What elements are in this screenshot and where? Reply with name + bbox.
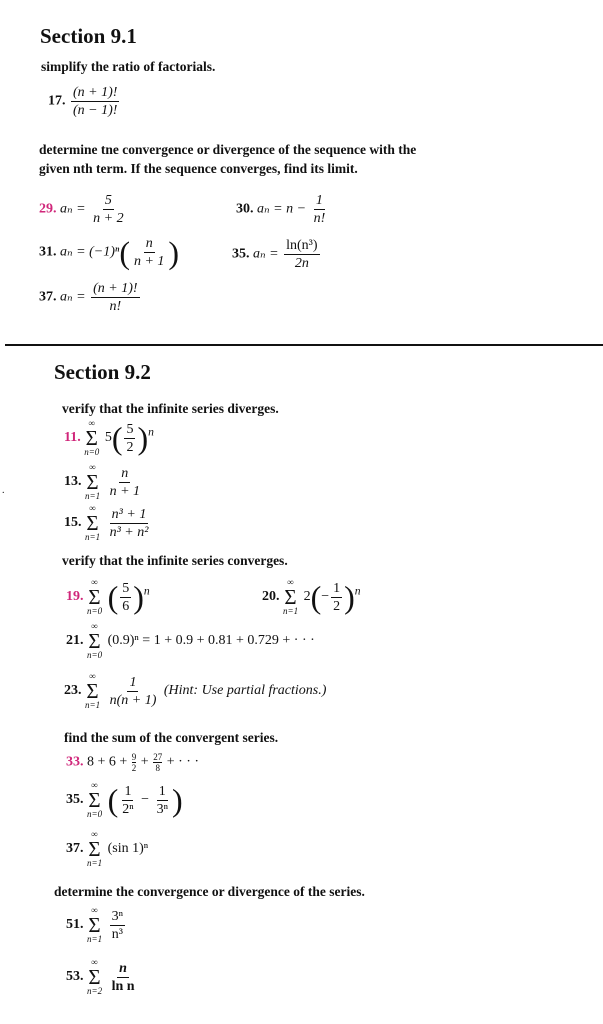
- problem-33: 33. 8 + 6 + $\frac{9}{2}$ + $\frac{27}{8}$ + · · ·: [66, 752, 200, 773]
- problem-number: 15.: [64, 515, 82, 531]
- problem-number: 17.: [48, 93, 66, 109]
- problem-17: [48, 84, 121, 119]
- problem-21: [66, 622, 315, 660]
- instruction-sequence-line1: determine tne convergence or divergence of the sequence with the: [39, 142, 417, 157]
- lhs: aₙ = (−1)ⁿ: [60, 244, 120, 260]
- problem-35-series: 35. ∞ Σ n=0 ( $\frac{1}{\text{2ⁿ}}$ − $\frac{1}{\text{3ⁿ}}$ ): [66, 780, 183, 819]
- summation: ∞ Σ n=1: [87, 905, 103, 944]
- fraction: $\frac{1}{\text{2ⁿ}}$: [122, 783, 134, 817]
- problem-number: 31.: [39, 244, 57, 260]
- series-expression: (sin 1)ⁿ: [107, 841, 149, 857]
- series-expression: (0.9)ⁿ = 1 + 0.9 + 0.81 + 0.729 + · · ·: [107, 633, 315, 649]
- fraction: $\frac{1}{2}$: [333, 580, 341, 614]
- problem-35-seq: [232, 237, 322, 272]
- small-fraction: $\frac{9}{2}$: [131, 752, 137, 773]
- fraction: $\frac{\text{n³ + 1}}{\text{n³ + n²}}$: [109, 506, 149, 540]
- problem-20: 20. ∞ Σ n=1 2(− $\frac{1}{2}$ )$^n$: [262, 577, 361, 616]
- instruction-simplify: simplify the ratio of factorials.: [41, 59, 216, 74]
- fraction: $\frac{\text{ln(n³)}}{2n}$: [286, 238, 318, 271]
- fraction: $\frac{n}{\text{ln n}}$: [111, 960, 135, 994]
- problem-37-series: [66, 830, 148, 868]
- problem-19: 19. ∞ Σ n=0 ( $\frac{5}{6}$ )$^n$: [66, 577, 150, 616]
- fraction: $\frac{n}{n + 1}$: [109, 465, 141, 499]
- problem-51: [66, 906, 127, 944]
- instruction-sum: find the sum of the convergent series.: [64, 730, 279, 745]
- fraction: $\frac{5}{2}$: [126, 421, 134, 455]
- problem-number: 11.: [64, 430, 81, 446]
- problem-number: 19.: [66, 589, 84, 605]
- summation: ∞ Σ n=1: [85, 671, 101, 710]
- summation: ∞ Σ n=0: [87, 577, 103, 616]
- problem-number: 51.: [66, 917, 84, 933]
- problem-31: 31. aₙ = (−1)ⁿ( $\frac{n}{n + 1}$ ): [39, 234, 180, 271]
- summation: ∞ Σ n=0: [87, 621, 103, 660]
- fraction: $\frac{\text{3ⁿ}}{\text{n³}}$: [111, 908, 123, 942]
- fraction: $\frac{1}{\text{3ⁿ}}$: [156, 783, 168, 817]
- summation: ∞ Σ n=1: [85, 503, 101, 542]
- problem-number: 53.: [66, 969, 84, 985]
- problem-13: [64, 463, 144, 501]
- problem-number: 37.: [39, 289, 57, 305]
- summation: ∞ Σ n=2: [87, 957, 103, 996]
- summation: ∞ Σ n=1: [85, 462, 101, 501]
- fraction: $\frac{5}{6}$: [122, 580, 130, 614]
- fraction: $\frac{(n + 1)!}{n!}$: [93, 281, 138, 314]
- problem-23: [64, 672, 326, 710]
- fraction: $\frac{1}{n(n + 1)}$: [109, 674, 157, 708]
- lhs: aₙ = n −: [257, 201, 307, 217]
- summation: ∞ Σ n=0: [84, 418, 100, 457]
- summation: ∞ Σ n=0: [87, 780, 103, 819]
- stray-dot: .: [2, 485, 5, 496]
- fraction: $\frac{5}{n + 2}$: [93, 193, 124, 226]
- section-divider: [5, 344, 603, 346]
- small-fraction: $\frac{27}{8}$: [153, 752, 163, 773]
- problem-number: 29.: [39, 201, 57, 217]
- problem-number: 33.: [66, 754, 84, 770]
- instruction-determine: determine the convergence or divergence of the series.: [54, 884, 365, 899]
- problem-number: 35.: [66, 792, 84, 808]
- fraction: $\frac{n}{n + 1}$: [133, 236, 165, 269]
- hint: (Hint: Use partial fractions.): [163, 683, 327, 699]
- problem-number: 30.: [236, 201, 254, 217]
- lhs: aₙ =: [60, 201, 86, 217]
- problem-53: [66, 958, 139, 996]
- problem-number: 13.: [64, 474, 82, 490]
- summation: ∞ Σ n=1: [283, 577, 299, 616]
- problem-number: 35.: [232, 246, 250, 262]
- problem-number: 23.: [64, 683, 82, 699]
- instruction-diverges: verify that the infinite series diverges.: [62, 401, 279, 416]
- problem-15: [64, 504, 152, 542]
- section-9-1-title: Section 9.1: [40, 24, 137, 48]
- fraction: $\frac{(n + 1)!}{(n - 1)!}$: [73, 85, 118, 118]
- instruction-sequence-line2: given nth term. If the sequence converges, find its limit.: [39, 161, 358, 176]
- problem-number: 21.: [66, 633, 84, 649]
- problem-29: [39, 192, 128, 227]
- lhs: aₙ =: [253, 246, 279, 262]
- problem-number: 37.: [66, 841, 84, 857]
- problem-11: 11. ∞ Σ n=0 5( $\frac{5}{2}$ )$^n$: [64, 418, 154, 457]
- instruction-converges: verify that the infinite series converges.: [62, 553, 288, 568]
- section-9-2-title: Section 9.2: [54, 360, 151, 384]
- problem-37-seq: [39, 280, 142, 315]
- lhs: aₙ =: [60, 289, 86, 305]
- problem-number: 20.: [262, 589, 280, 605]
- problem-30: [236, 192, 329, 227]
- summation: ∞ Σ n=1: [87, 829, 103, 868]
- fraction: $\frac{1}{n!}$: [313, 193, 326, 226]
